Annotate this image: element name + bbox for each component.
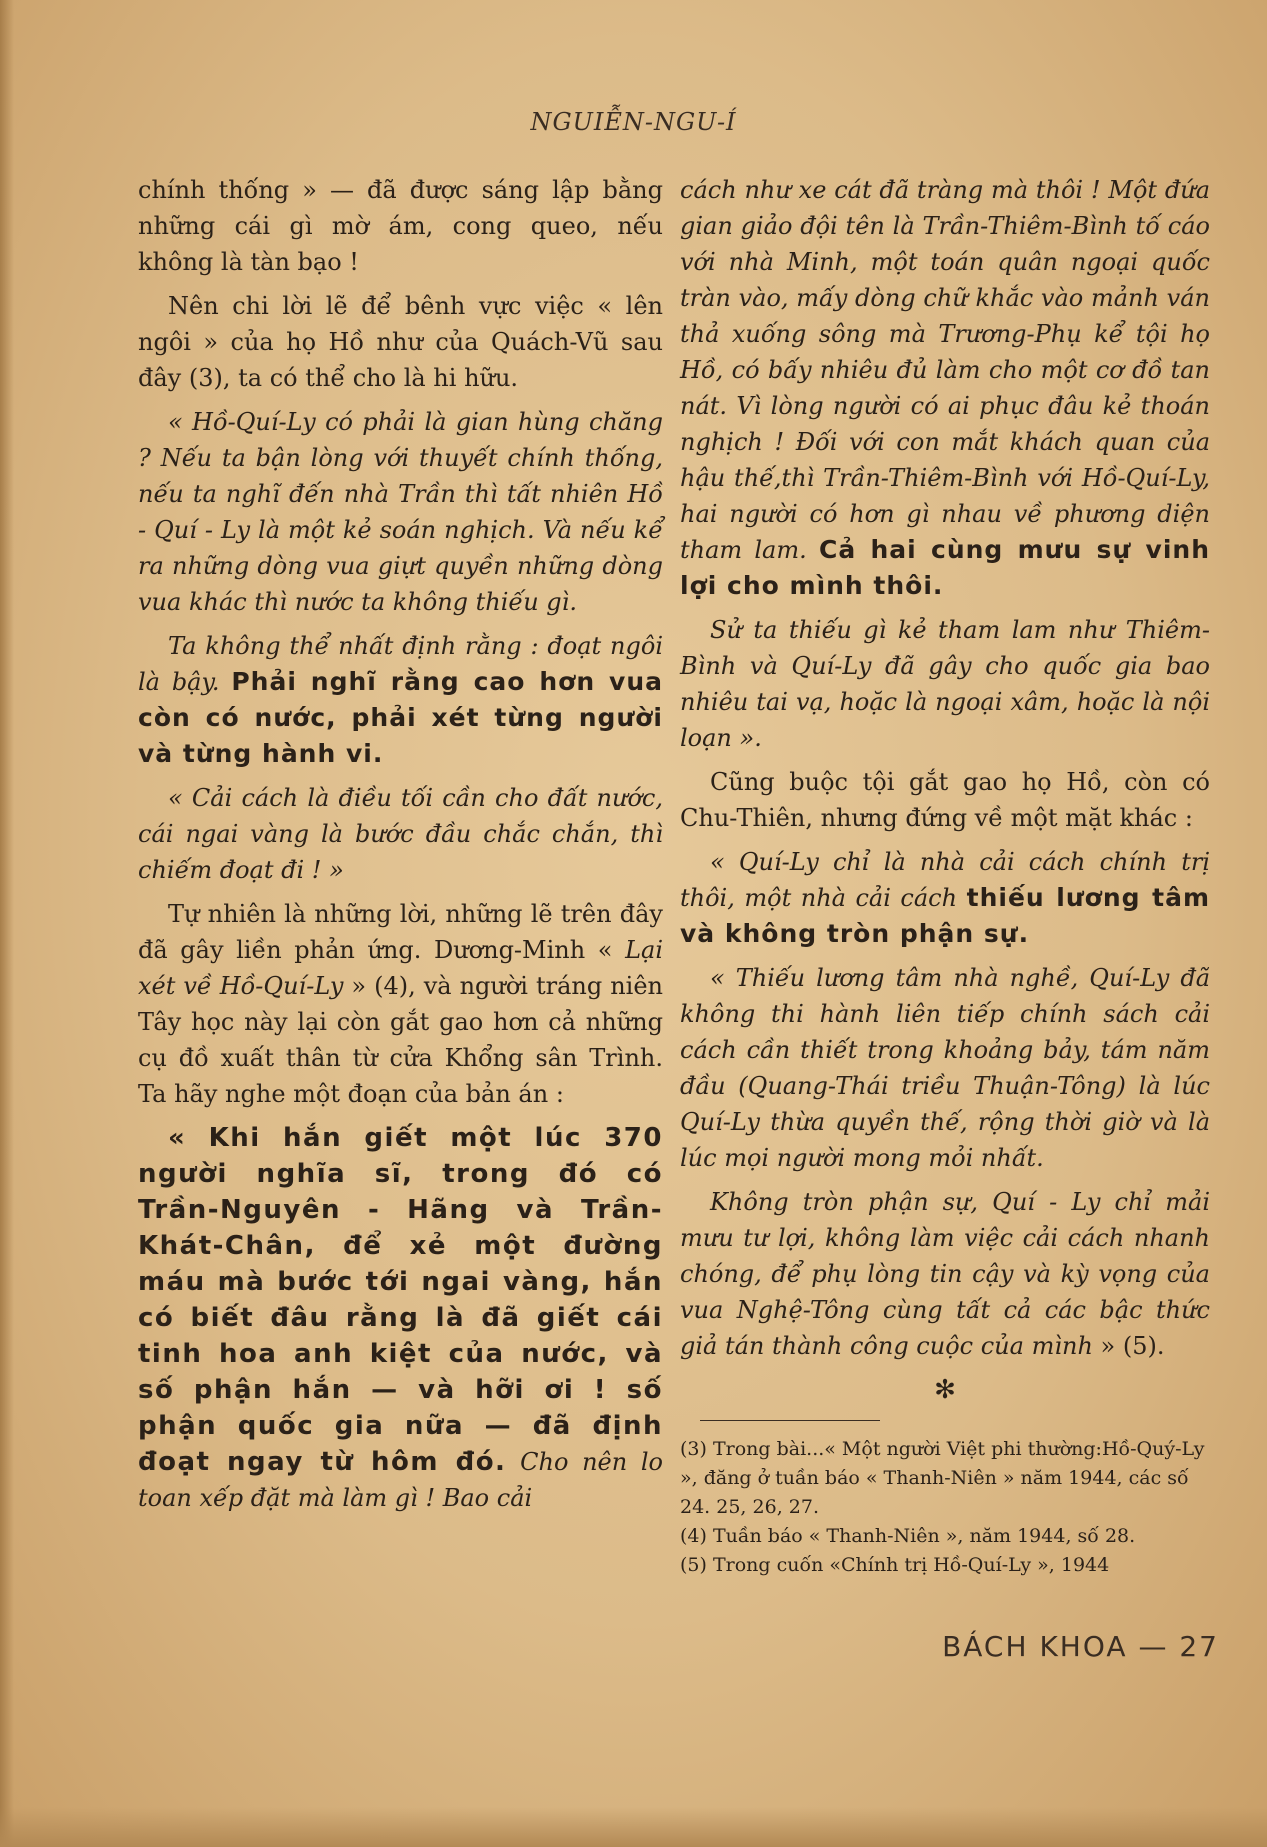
quote-paragraph: « Hồ-Quí-Ly có phải là gian hùng chăng ? Nếu ta bận lòng với thuyết chính thống, nếu ta nghĩ đến nhà Trần thì tất nhiên Hồ - Quí - Ly là một kẻ soán nghịch. Và nếu kể ra những dòng vua giựt quyền những dòng vua khác thì nước ta không thiếu gì. (138, 408, 663, 616)
footnote-divider (700, 1420, 880, 1421)
paragraph: Sử ta thiếu gì kẻ tham lam như Thiêm-Bình và Quí-Ly đã gây cho quốc gia bao nhiêu tai vạ, hoặc là ngoại xâm, hoặc là nội loạn ». (680, 616, 1210, 752)
paragraph: Cũng buộc tội gắt gao họ Hồ, còn có Chu-Thiên, nhưng đứng về một mặt khác : (680, 768, 1210, 832)
quote-paragraph: « Thiếu lương tâm nhà nghề, Quí-Ly đã không thi hành liên tiếp chính sách cải cách cần thiết trong khoảng bảy, tám năm đầu (Quang-Thái triều Thuận-Tông) là lúc Quí-Ly thừa quyền thế, rộng thời giờ và là lúc mọi người mong mỏi nhất. (680, 964, 1210, 1172)
paragraph (138, 896, 663, 1112)
quote-paragraph: « Cải cách là điều tối cần cho đất nước, cái ngai vàng là bước đầu chắc chắn, thì chiếm đoạt đi ! » (138, 784, 663, 884)
bold-text: Phải nghĩ rằng cao hơn vua còn có nước, phải xét từng người và từng hành vi. (138, 667, 663, 768)
italic-text: Lại xét về Hồ-Quí-Ly (138, 936, 663, 1000)
italic-text: Không tròn phận sự, Quí - Ly chỉ mải mưu tư lợi, không làm việc cải cách nhanh chóng, để phụ lòng tin cậy và kỳ vọng của vua Nghệ-Tông cùng tất cả các bậc thức giả tán thành công cuộc của mình (680, 1188, 1210, 1360)
page-bottom-shadow (0, 1807, 1267, 1847)
bold-text: « Khi hắn giết một lúc 370 người nghĩa sĩ, trong đó có Trần-Nguyên - Hãng và Trần-Khát-Chân, để xẻ một đường máu mà bước tới ngai vàng, hắn có biết đâu rằng là đã giết cái tinh hoa anh kiệt của nước, và số phận hắn — và hỡi ơi ! số phận quốc gia nữa — đã định đoạt ngay từ hôm đó. (138, 1123, 663, 1477)
page-edge-shadow (0, 0, 14, 1847)
italic-text: « Quí-Ly chỉ là nhà cải cách chính trị thôi, một nhà cải cách (680, 848, 1210, 912)
paragraph: chính thống » — đã được sáng lập bằng những cái gì mờ ám, cong queo, nếu không là tàn bạo ! (138, 176, 663, 276)
paragraph (138, 628, 663, 772)
bold-text: Cả hai cùng mưu sự vinh lợi cho mình thôi. (680, 535, 1210, 600)
text: Tự nhiên là những lời, những lẽ trên đây đã gây liền phản ứng. Dương-Minh « (138, 900, 663, 964)
footnote: (5) Trong cuốn «Chính trị Hồ-Quí-Ly », 1944 (680, 1554, 1110, 1576)
italic-text: Cho nên lo toan xếp đặt mà làm gì ! Bao cải (138, 1448, 663, 1512)
right-column (680, 172, 1210, 1580)
left-column (138, 172, 663, 1524)
italic-text: Ta không thể nhất định rằng : đoạt ngôi là bậy. (138, 632, 663, 696)
text: » (4), và người tráng niên Tây học này lại còn gắt gao hơn cả những cụ đồ xuất thân từ cửa Khổng sân Trình. Ta hãy nghe một đoạn của bản án : (138, 972, 664, 1108)
paragraph (680, 172, 1210, 604)
asterism-ornament: ✻ (934, 1375, 956, 1405)
footnotes (680, 1435, 1210, 1580)
text: » (5). (1092, 1332, 1165, 1360)
paragraph: Nên chi lời lẽ để bênh vực việc « lên ngôi » của họ Hồ như của Quách-Vũ sau đây (3), ta có thể cho là hi hữu. (138, 292, 663, 392)
footnote: (3) Trong bài...« Một người Việt phi thường:Hồ-Quý-Ly », đăng ở tuần báo « Thanh-Niên » năm 1944, các số 24. 25, 26, 27. (680, 1438, 1205, 1518)
paragraph (138, 1120, 663, 1516)
bold-text: thiếu lương tâm và không tròn phận sự. (680, 883, 1210, 948)
paragraph (680, 844, 1210, 952)
page-footer: BÁCH KHOA — 27 (942, 1630, 1219, 1663)
footnote: (4) Tuần báo « Thanh-Niên », năm 1944, số 28. (680, 1525, 1136, 1547)
italic-text: cách như xe cát đã tràng mà thôi ! Một đứa gian giảo đội tên là Trần-Thiêm-Bình tố cáo với nhà Minh, một toán quân ngoại quốc tràn vào, mấy dòng chữ khắc vào mảnh ván thả xuống sông mà Trương-Phụ kể tội họ Hồ, có bấy nhiêu đủ làm cho một cơ đồ tan nát. Vì lòng người có ai phục đâu kẻ thoán nghịch ! Đối với con mắt khách quan của hậu thế,thì Trần-Thiêm-Bình với Hồ-Quí-Ly, hai người có hơn gì nhau về phương diện tham lam. (680, 176, 1210, 564)
running-header: NGUIỄN-NGU-Í (530, 108, 737, 136)
paragraph (680, 1184, 1210, 1364)
